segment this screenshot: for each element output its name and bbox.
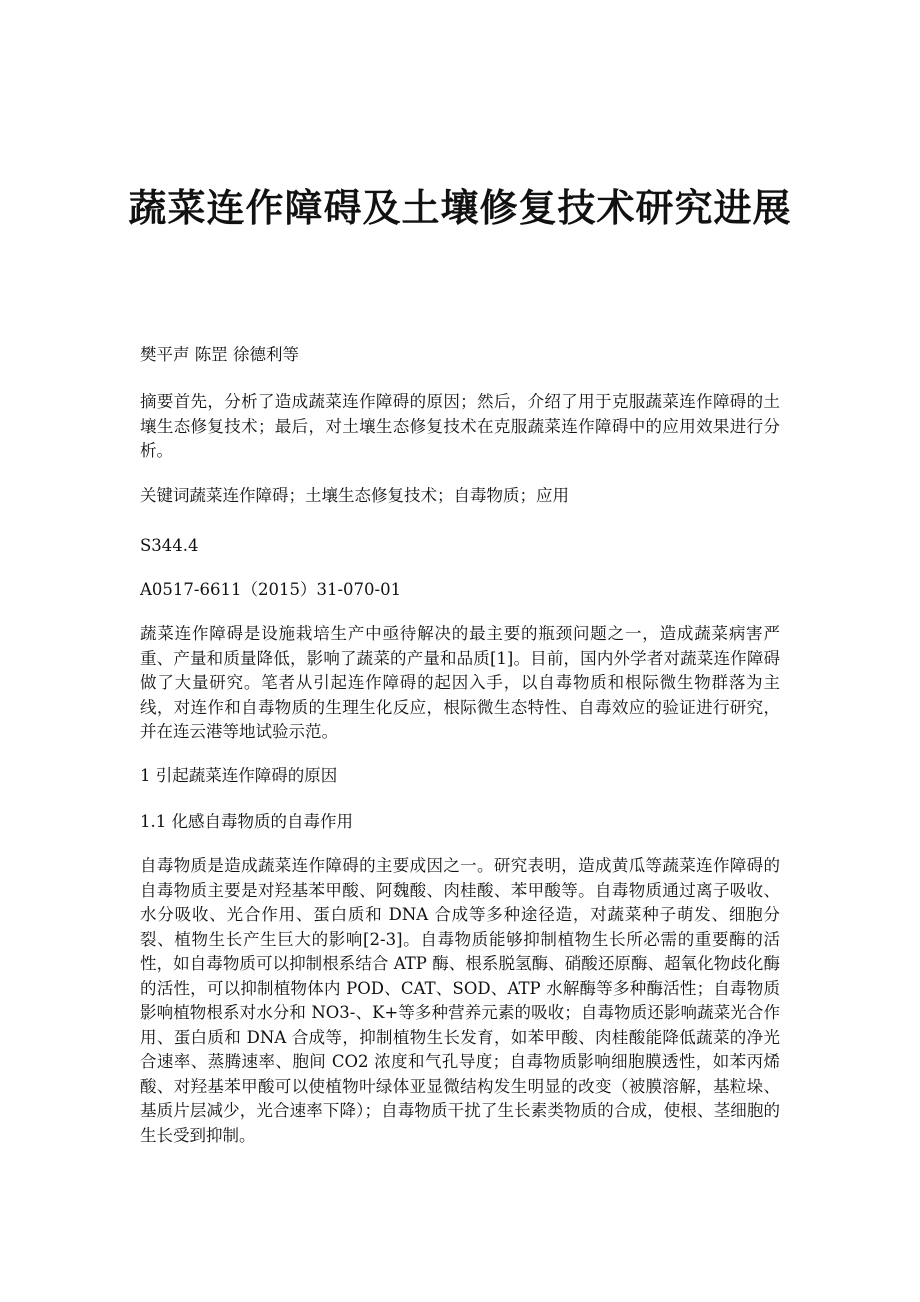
classification-number: S344.4 <box>140 536 199 555</box>
author-list: 樊平声 陈罡 徐德利等 <box>140 345 299 364</box>
abstract-paragraph: 摘要首先，分析了造成蔬菜连作障碍的原因；然后，介绍了用于克服蔬菜连作障碍的土壤生态修复技术；最后，对土壤生态修复技术在克服蔬菜连作障碍中的应用效果进行分析。 <box>140 392 780 460</box>
section-1-1-paragraph: 自毒物质是造成蔬菜连作障碍的主要成因之一。研究表明，造成黄瓜等蔬菜连作障碍的自毒物质主要是对羟基苯甲酸、阿魏酸、肉桂酸、苯甲酸等。自毒物质通过离子吸收、水分吸收、光合作用、蛋白质和 DNA 合成等多种途径造，对蔬菜种子萌发、细胞分裂、植物生长产生巨大的影响[2-3]。自毒物质能够抑制植物生长所必需的重要酶的活性，如自毒物质可以抑制根系结合 ATP 酶、根系脱氢酶、硝酸还原酶、超氧化物歧化酶的活性，可以抑制植物体内 POD、CAT、SOD、ATP 水解酶等多种酶活性；自毒物质影响植物根系对水分和 NO3-、K+等多种营养元素的吸收；自毒物质还影响蔬菜光合作用、蛋白质和 DNA 合成等，抑制植物生长发育，如苯甲酸、肉桂酸能降低蔬菜的净光合速率、蒸腾速率、胞间 CO2 浓度和气孔导度；自毒物质影响细胞膜透性，如苯丙烯酸、对羟基苯甲酸可以使植物叶绿体亚显微结构发生明显的改变（被膜溶解，基粒垛、基质片层减少，光合速率下降）；自毒物质干扰了生长素类物质的合成，使根、茎细胞的生长受到抑制。 <box>140 856 780 1145</box>
section-heading-1: 1 引起蔬菜连作障碍的原因 <box>140 766 338 785</box>
document-title: 蔬菜连作障碍及土壤修复技术研究进展 <box>128 185 792 230</box>
document-id: A0517-6611（2015）31-070-01 <box>140 580 402 599</box>
section-heading-1-1: 1.1 化感自毒物质的自毒作用 <box>140 812 353 831</box>
intro-paragraph: 蔬菜连作障碍是设施栽培生产中亟待解决的最主要的瓶颈问题之一，造成蔬菜病害严重、产量和质量降低，影响了蔬菜的产量和品质[1]。目前，国内外学者对蔬菜连作障碍做了大量研究。笔者从引起连作障碍的起因入手，以自毒物质和根际微生物群落为主线，对连作和自毒物质的生理生化反应，根际微生态特性、自毒效应的验证进行研究，并在连云港等地试验示范。 <box>140 624 780 741</box>
keywords-line: 关键词蔬菜连作障碍；土壤生态修复技术；自毒物质；应用 <box>140 486 569 505</box>
